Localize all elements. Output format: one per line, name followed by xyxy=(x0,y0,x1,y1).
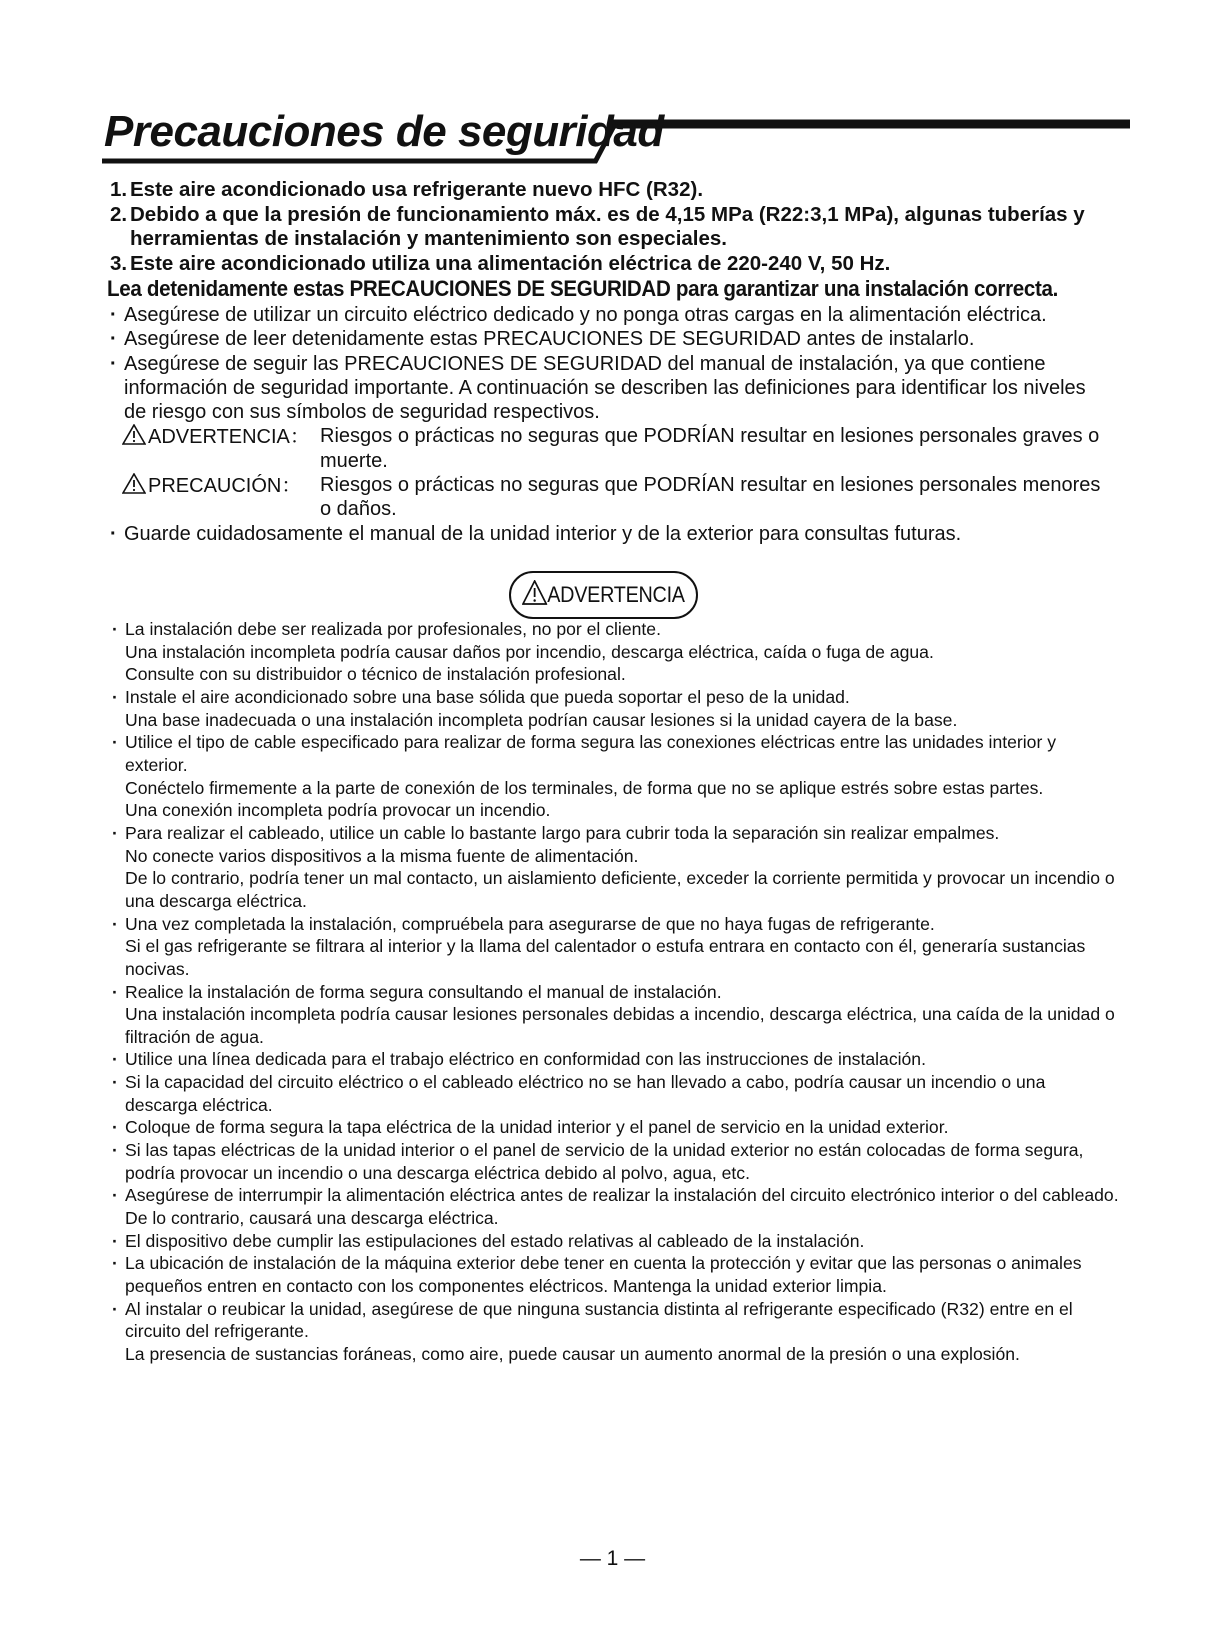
warning-detail: Una instalación incompleta podría causar lesiones personales debidas a incendio, descarga eléctrica, una caída de la unidad o filtración de agua. xyxy=(125,1004,1115,1047)
warning-triangle-icon xyxy=(522,580,547,605)
warning-item: · El dispositivo debe cumplir las estipulaciones del estado relativas al cableado de la instalación. xyxy=(112,1230,1122,1253)
note-text: Debido a que la presión de funcionamiento máx. es de 4,15 MPa (R22:3,1 MPa), algunas tuberías y herramientas de instalación y mantenimiento son especiales. xyxy=(130,202,1085,250)
note-text: Este aire acondicionado utiliza una alimentación eléctrica de 220-240 V, 50 Hz. xyxy=(130,251,891,275)
warning-item: · Al instalar o reubicar la unidad, asegúrese de que ninguna sustancia distinta al refrigerante especificado (R32) entre en el circuito del refrigerante. xyxy=(112,1298,1122,1343)
page-title: Precauciones de seguridad xyxy=(104,107,664,156)
warning-badge xyxy=(509,571,698,619)
warning-detail: Si el gas refrigerante se filtrara al interior y la llama del calentador o estufa entrara en contacto con él, generaría sustancias nocivas. xyxy=(125,936,1086,979)
risk-level-name: ADVERTENCIA： xyxy=(148,426,310,449)
warning-item: · Si las tapas eléctricas de la unidad interior o el panel de servicio de la unidad exterior no están colocadas de forma segura, podría provocar un incendio o una descarga eléctrica debido al polvo, agua, etc. xyxy=(112,1139,1122,1184)
intro-bullet: · Asegúrese de utilizar un circuito eléctrico dedicado y no ponga otras cargas en la alimentación eléctrica. xyxy=(110,303,1110,327)
risk-level-description: Riesgos o prácticas no seguras que PODRÍAN resultar en lesiones personales menores o daños. xyxy=(320,474,1101,521)
warning-item: · Instale el aire acondicionado sobre una base sólida que pueda soportar el peso de la unidad. xyxy=(112,686,1122,709)
warning-detail: Una base inadecuada o una instalación incompleta podrían causar lesiones si la unidad cayera de la base. xyxy=(125,709,958,730)
warning-item: · Para realizar el cableado, utilice un cable lo bastante largo para cubrir toda la separación sin realizar empalmes. xyxy=(112,822,1122,845)
note-number: 1. xyxy=(110,178,128,201)
warning-detail: De lo contrario, podría tener un mal contacto, un aislamiento deficiente, exceder la corriente permitida y provocar un incendio o una descarga eléctrica. xyxy=(125,868,1115,911)
warning-badge-label: ADVERTENCIA xyxy=(547,582,685,607)
risk-level-caution xyxy=(110,473,1110,522)
risk-level-description: Riesgos o prácticas no seguras que PODRÍAN resultar en lesiones personales graves o muerte. xyxy=(320,425,1100,472)
intro-section xyxy=(110,303,1110,546)
warning-detail: Consulte con su distribuidor o técnico de instalación profesional. xyxy=(125,664,626,685)
warning-detail: Una conexión incompleta podría provocar un incendio. xyxy=(125,800,551,821)
risk-level-name: PRECAUCIÓN： xyxy=(148,475,302,498)
warning-detail: De lo contrario, causará una descarga eléctrica. xyxy=(125,1208,499,1229)
page-number: — 1 — xyxy=(579,1547,646,1570)
warning-triangle-icon xyxy=(122,424,146,445)
risk-level-warning xyxy=(110,424,1110,473)
intro-bullet: · Asegúrese de leer detenidamente estas PRECAUCIONES DE SEGURIDAD antes de instalarlo. xyxy=(110,327,1110,351)
warning-item: · Si la capacidad del circuito eléctrico o el cableado eléctrico no se han llevado a cabo, podría causar un incendio o una descarga eléctrica. xyxy=(112,1071,1122,1116)
warning-detail: La presencia de sustancias foráneas, como aire, puede causar un aumento anormal de la presión o una explosión. xyxy=(125,1344,1020,1364)
note-2 xyxy=(110,203,1110,252)
warning-item: · La ubicación de instalación de la máquina exterior debe tener en cuenta la protección y evitar que las personas o animales pequeños entren en contacto con los componentes eléctricos. Mantenga la unidad exterior limpia. xyxy=(112,1252,1122,1297)
warning-detail: No conecte varios dispositivos a la misma fuente de alimentación. xyxy=(125,845,639,866)
warning-detail: Conéctelo firmemente a la parte de conexión de los terminales, de forma que no se aplique estrés sobre estas partes. xyxy=(125,777,1044,798)
warning-item: · Asegúrese de interrumpir la alimentación eléctrica antes de realizar la instalación del circuito electrónico interior o del cableado. xyxy=(112,1184,1122,1207)
warning-item: · Utilice el tipo de cable especificado para realizar de forma segura las conexiones eléctricas entre las unidades interior y exterior. xyxy=(112,731,1122,776)
intro-bullet: · Guarde cuidadosamente el manual de la unidad interior y de la exterior para consultas futuras. xyxy=(110,522,1110,546)
note-number: 3. xyxy=(110,251,128,275)
intro-bullet: · Asegúrese de seguir las PRECAUCIONES DE SEGURIDAD del manual de instalación, ya que contiene información de seguridad importante. A continuación se describen las definiciones para identificar los niveles de riesgo con sus símbolos de seguridad respectivos. xyxy=(110,352,1110,425)
risk-level-label xyxy=(122,473,301,498)
warning-item: · Realice la instalación de forma segura consultando el manual de instalación. xyxy=(112,981,1122,1004)
note-text: Este aire acondicionado usa refrigerante nuevo HFC (R32). xyxy=(130,178,704,201)
warning-item: · Una vez completada la instalación, compruébela para asegurarse de que no haya fugas de refrigerante. xyxy=(112,913,1122,936)
caution-triangle-icon xyxy=(122,473,146,494)
risk-level-label xyxy=(122,424,310,449)
note-number: 2. xyxy=(110,202,128,226)
warning-list xyxy=(112,618,1122,1366)
warning-item: · Coloque de forma segura la tapa eléctrica de la unidad interior y el panel de servicio en la unidad exterior. xyxy=(112,1116,1122,1139)
lead-statement: Lea detenidamente estas PRECAUCIONES DE SEGURIDAD para garantizar una instalación correcta. xyxy=(107,276,1059,301)
warning-item: · Utilice una línea dedicada para el trabajo eléctrico en conformidad con las instrucciones de instalación. xyxy=(112,1048,1122,1071)
note-1 xyxy=(110,178,1110,203)
numbered-notes xyxy=(110,178,1110,276)
note-3 xyxy=(110,252,1110,277)
warning-item: · La instalación debe ser realizada por profesionales, no por el cliente. xyxy=(112,618,1122,641)
warning-detail: Una instalación incompleta podría causar daños por incendio, descarga eléctrica, caída o fuga de agua. xyxy=(125,641,934,662)
